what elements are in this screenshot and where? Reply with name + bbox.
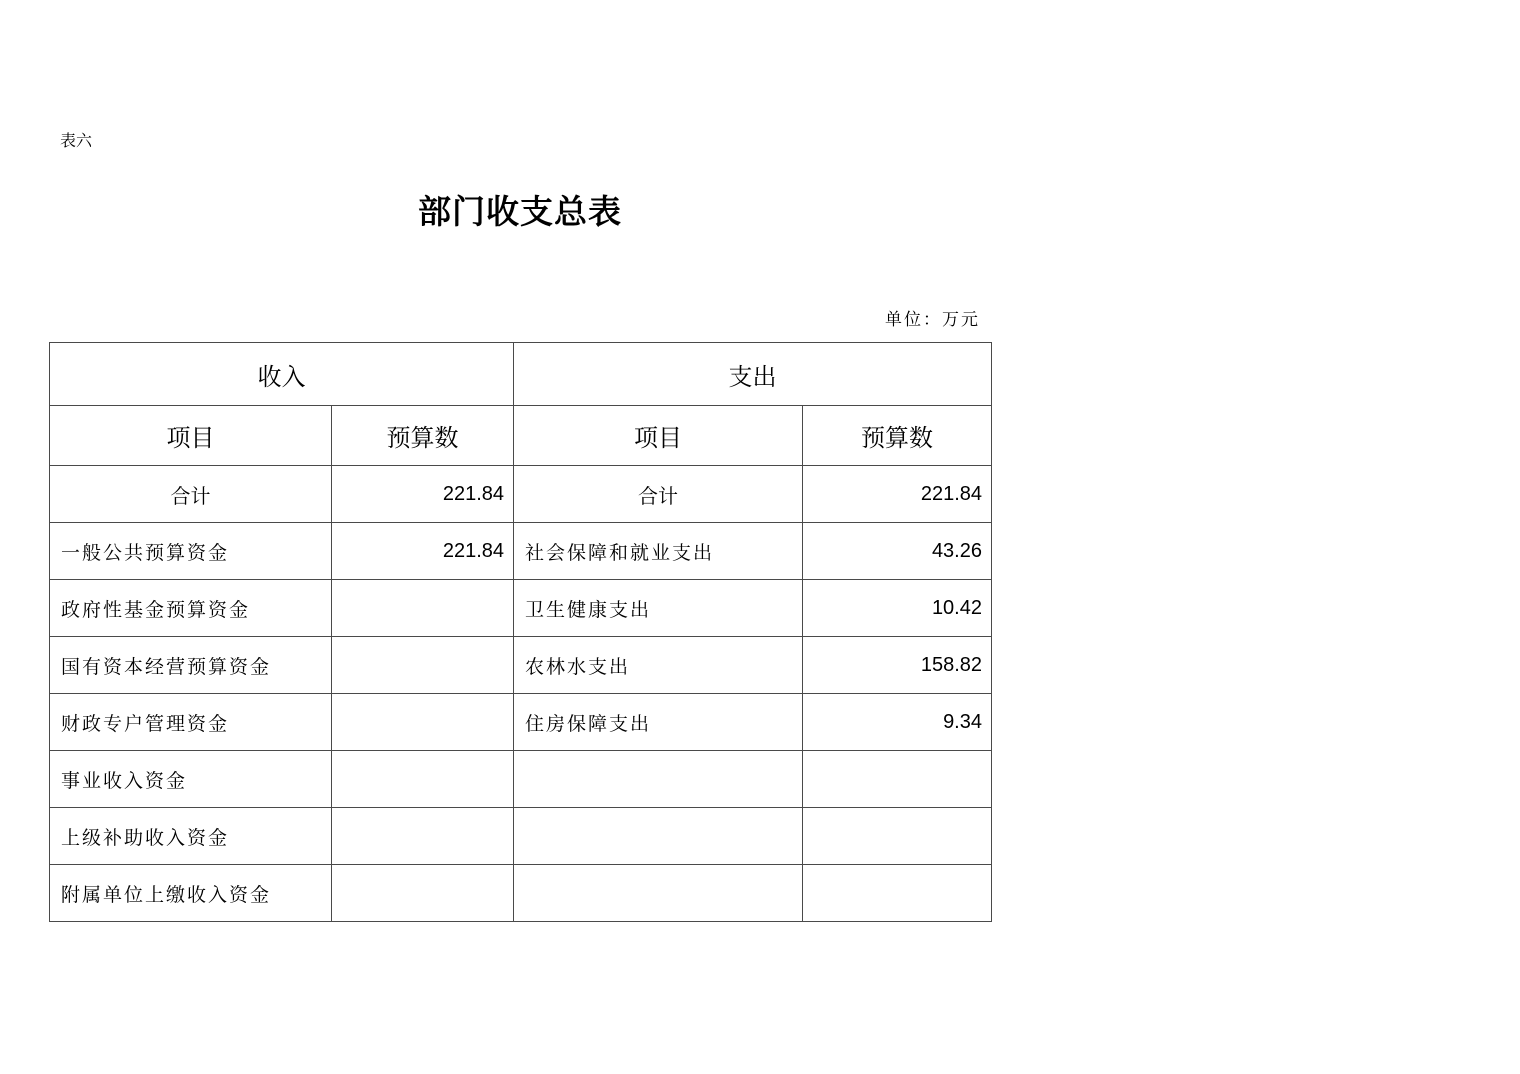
expense-item: 卫生健康支出 (514, 580, 803, 637)
expense-item: 农林水支出 (514, 637, 803, 694)
expense-item: 社会保障和就业支出 (514, 523, 803, 580)
budget-table (49, 342, 992, 922)
income-item: 事业收入资金 (50, 751, 332, 808)
income-value (332, 751, 514, 808)
income-section-header: 收入 (50, 343, 514, 406)
page-title: 部门收支总表 (418, 192, 622, 231)
income-item: 国有资本经营预算资金 (50, 637, 332, 694)
expense-value: 43.26 (803, 523, 992, 580)
income-value (332, 580, 514, 637)
income-item: 政府性基金预算资金 (50, 580, 332, 637)
expense-value: 9.34 (803, 694, 992, 751)
expense-section-header: 支出 (514, 343, 992, 406)
income-amount-column-header: 预算数 (332, 406, 514, 466)
income-item: 财政专户管理资金 (50, 694, 332, 751)
expense-value (803, 808, 992, 865)
income-item: 附属单位上缴收入资金 (50, 865, 332, 922)
unit-label: 单位：万元 (885, 310, 980, 330)
total-row (50, 466, 992, 523)
table-row (50, 808, 992, 865)
expense-item (514, 865, 803, 922)
expense-item (514, 751, 803, 808)
income-value (332, 694, 514, 751)
expense-total-label: 合计 (514, 466, 803, 523)
income-total-label: 合计 (50, 466, 332, 523)
expense-value (803, 751, 992, 808)
income-item: 一般公共预算资金 (50, 523, 332, 580)
income-item: 上级补助收入资金 (50, 808, 332, 865)
table-row (50, 637, 992, 694)
expense-total-value: 221.84 (803, 466, 992, 523)
table-row (50, 694, 992, 751)
income-value (332, 637, 514, 694)
income-total-value: 221.84 (332, 466, 514, 523)
expense-item: 住房保障支出 (514, 694, 803, 751)
expense-amount-column-header: 预算数 (803, 406, 992, 466)
expense-value (803, 865, 992, 922)
table-row (50, 523, 992, 580)
income-value (332, 808, 514, 865)
income-item-column-header: 项目 (50, 406, 332, 466)
section-header-row (50, 343, 992, 406)
expense-value: 158.82 (803, 637, 992, 694)
expense-value: 10.42 (803, 580, 992, 637)
income-value (332, 865, 514, 922)
income-value: 221.84 (332, 523, 514, 580)
table-row (50, 751, 992, 808)
table-row (50, 580, 992, 637)
expense-item (514, 808, 803, 865)
table-row (50, 865, 992, 922)
column-header-row (50, 406, 992, 466)
expense-item-column-header: 项目 (514, 406, 803, 466)
sheet-label: 表六 (60, 131, 93, 150)
